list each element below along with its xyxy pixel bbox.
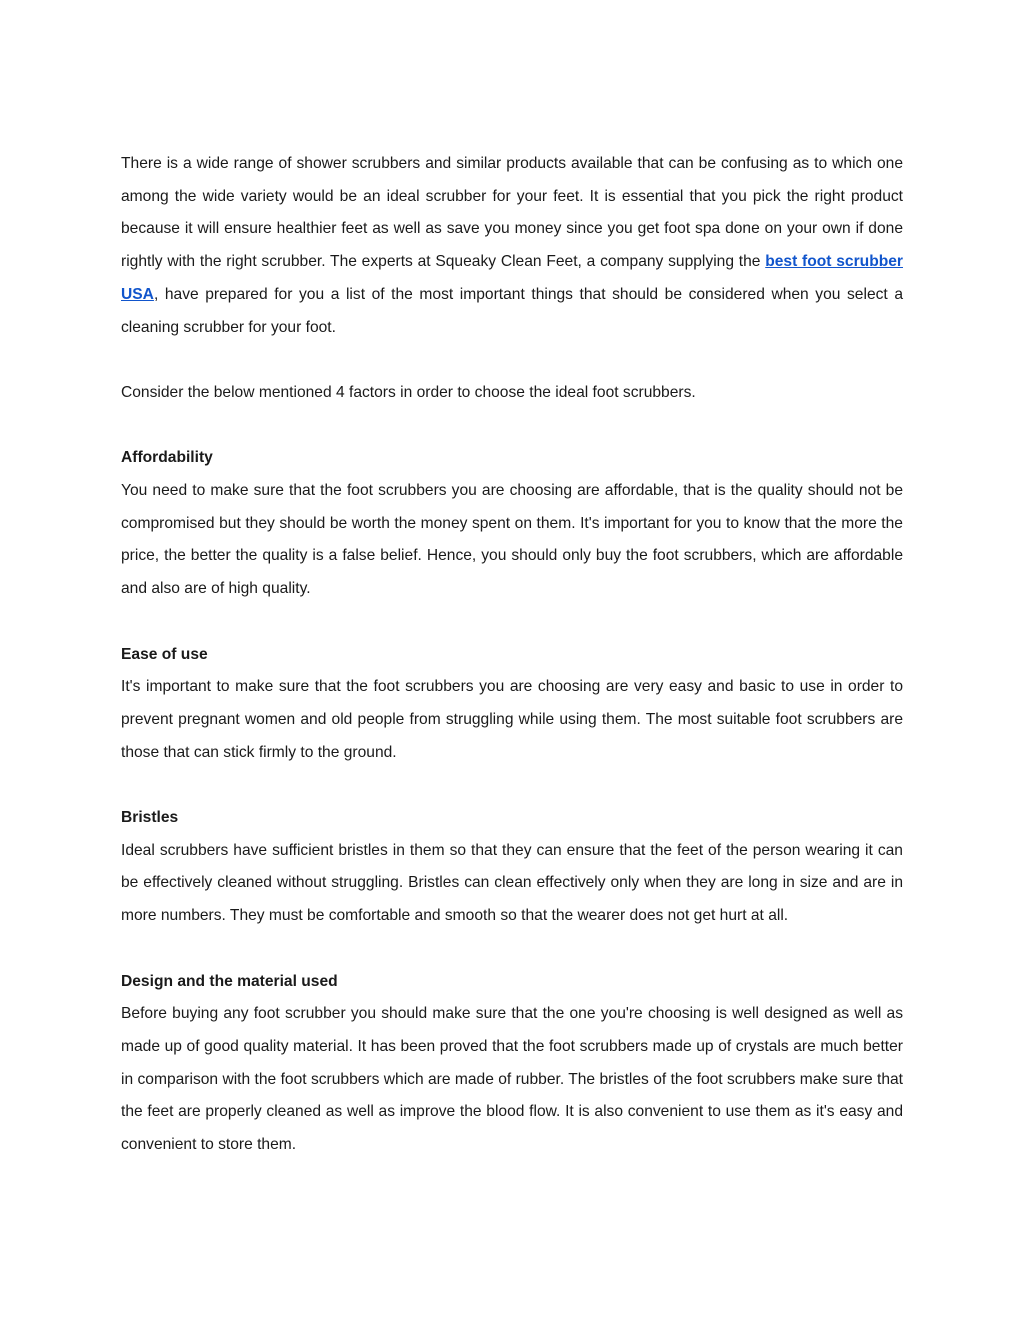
paragraph-gap <box>121 933 903 966</box>
paragraph-gap <box>121 344 903 377</box>
paragraph-gap <box>121 606 903 639</box>
section-heading-affordability: Affordability <box>121 449 213 467</box>
document-page <box>121 148 903 1162</box>
intro-text-before-link: There is a wide range of shower scrubbers and similar products available that can be confusing as to which one among the wide variety would be an ideal scrubber for your feet. It is essential that you pick the right product because it will ensure healthier feet as well as save you money since you get foot spa done on your own if done rightly with the right scrubber. The experts at Squeaky Clean Feet, a company supplying the <box>121 155 903 271</box>
best-foot-scrubber-link[interactable]: best foot scrubber USA <box>121 253 903 303</box>
section-heading-bristles: Bristles <box>121 809 179 826</box>
paragraph-gap <box>121 769 903 802</box>
section-heading-ease-of-use: Ease of use <box>121 645 208 663</box>
section-body-bristles: Ideal scrubbers have sufficient bristles in them so that they can ensure that the feet of the person wearing it can be effectively cleaned without struggling. Bristles can clean effectively only when they are long in size and are in more numbers. They must be comfortable and smooth so that the wearer does not get hurt at all. <box>121 841 903 925</box>
section-body-design-material: Before buying any foot scrubber you should make sure that the one you're choosing is well designed as well as made up of good quality material. It has been proved that the foot scrubbers made up of crystals are much better in comparison with the foot scrubbers which are made of rubber. The bristles of the foot scrubbers make sure that the feet are properly cleaned as well as improve the blood flow. It is also convenient to use them as it's easy and convenient to store them. <box>121 1005 903 1154</box>
lead-paragraph: Consider the below mentioned 4 factors in order to choose the ideal foot scrubbers. <box>121 383 696 401</box>
paragraph-gap <box>121 410 903 443</box>
intro-paragraph <box>121 148 903 344</box>
section-body-affordability: You need to make sure that the foot scrubbers you are choosing are affordable, that is the quality should not be compromised but they should be worth the money spent on them. It's important for you to know that the more the price, the better the quality is a false belief. Hence, you should only buy the foot scrubbers, which are affordable and also are of high quality. <box>121 482 903 598</box>
section-heading-design-material: Design and the material used <box>121 972 338 990</box>
intro-text-after-link: , have prepared for you a list of the most important things that should be considered when you select a cleaning scrubber for your foot. <box>121 285 903 336</box>
section-body-ease-of-use: It's important to make sure that the foot scrubbers you are choosing are very easy and basic to use in order to prevent pregnant women and old people from struggling while using them. The most suitable foot scrubbers are those that can stick firmly to the ground. <box>121 678 903 761</box>
